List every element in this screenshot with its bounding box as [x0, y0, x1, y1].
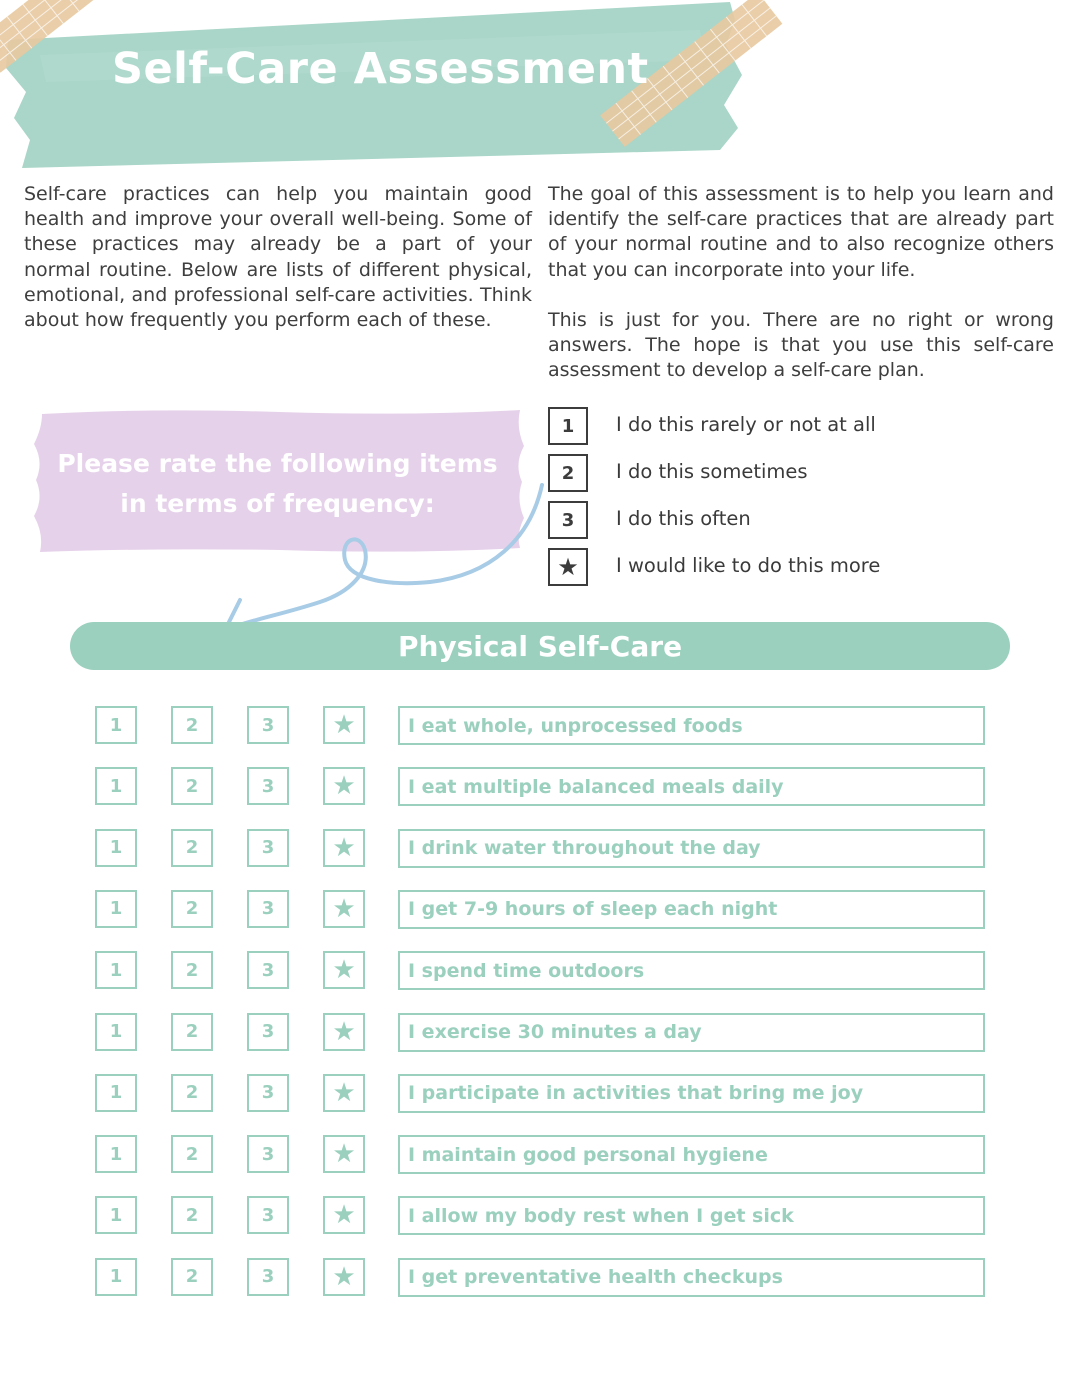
item-row: [0, 767, 1080, 809]
rating-star-box[interactable]: ★: [323, 1135, 365, 1173]
rating-box-3[interactable]: 3: [247, 1013, 289, 1051]
item-row: [0, 1074, 1080, 1116]
rating-box-2[interactable]: 2: [171, 767, 213, 805]
item-row: [0, 1013, 1080, 1055]
legend-star-icon: ★: [548, 548, 588, 586]
rating-instruction-line-1: Please rate the following items: [57, 449, 498, 478]
item-row: [0, 1135, 1080, 1177]
rating-box-1[interactable]: 1: [95, 1135, 137, 1173]
legend-label: I do this often: [616, 507, 751, 530]
legend-symbol-3: 3: [548, 501, 588, 539]
legend-label: I do this sometimes: [616, 460, 808, 483]
rating-box-2[interactable]: 2: [171, 890, 213, 928]
intro-right: [548, 182, 1054, 383]
rating-box-2[interactable]: 2: [171, 951, 213, 989]
rating-star-box[interactable]: ★: [323, 1013, 365, 1051]
rating-box-2[interactable]: 2: [171, 1135, 213, 1173]
rating-box-3[interactable]: 3: [247, 706, 289, 744]
rating-box-1[interactable]: 1: [95, 767, 137, 805]
item-label: I allow my body rest when I get sick: [398, 1196, 985, 1235]
rating-star-box[interactable]: ★: [323, 1258, 365, 1296]
rating-box-1[interactable]: 1: [95, 1196, 137, 1234]
rating-box-3[interactable]: 3: [247, 767, 289, 805]
rating-box-2[interactable]: 2: [171, 1013, 213, 1051]
rating-star-box[interactable]: ★: [323, 1196, 365, 1234]
legend-symbol-2: 2: [548, 454, 588, 492]
curly-arrow-icon: [210, 480, 550, 645]
legend-row: [548, 548, 948, 588]
intro-right-paragraph-1: The goal of this assessment is to help you learn and identify the self-care practices that are already part of your normal routine and to also recognize others that you can incorporate into your life.: [548, 183, 1054, 281]
rating-box-3[interactable]: 3: [247, 890, 289, 928]
rating-star-box[interactable]: ★: [323, 767, 365, 805]
item-row: [0, 706, 1080, 748]
rating-box-3[interactable]: 3: [247, 1196, 289, 1234]
intro-left: [24, 182, 532, 333]
rating-star-box[interactable]: ★: [323, 829, 365, 867]
rating-box-1[interactable]: 1: [95, 1258, 137, 1296]
item-label: I drink water throughout the day: [398, 829, 985, 868]
item-label: I eat whole, unprocessed foods: [398, 706, 985, 745]
item-row: [0, 1258, 1080, 1300]
legend-symbol-1: 1: [548, 407, 588, 445]
rating-box-3[interactable]: 3: [247, 1074, 289, 1112]
item-label: I eat multiple balanced meals daily: [398, 767, 985, 806]
item-row: [0, 951, 1080, 993]
rating-box-1[interactable]: 1: [95, 706, 137, 744]
rating-box-1[interactable]: 1: [95, 951, 137, 989]
item-label: I maintain good personal hygiene: [398, 1135, 985, 1174]
legend-row: [548, 454, 948, 494]
item-label: I exercise 30 minutes a day: [398, 1013, 985, 1052]
item-row: [0, 1196, 1080, 1238]
rating-star-box[interactable]: ★: [323, 890, 365, 928]
item-row: [0, 829, 1080, 871]
legend-row: [548, 501, 948, 541]
item-label: I get 7-9 hours of sleep each night: [398, 890, 985, 929]
rating-star-box[interactable]: ★: [323, 706, 365, 744]
rating-box-2[interactable]: 2: [171, 1074, 213, 1112]
rating-box-2[interactable]: 2: [171, 829, 213, 867]
rating-box-1[interactable]: 1: [95, 829, 137, 867]
rating-box-3[interactable]: 3: [247, 951, 289, 989]
page-title: Self-Care Assessment: [112, 44, 649, 94]
rating-instruction-line-2: in terms of frequency:: [120, 489, 435, 518]
legend-row: [548, 407, 948, 447]
rating-box-3[interactable]: 3: [247, 1135, 289, 1173]
rating-box-2[interactable]: 2: [171, 1258, 213, 1296]
rating-star-box[interactable]: ★: [323, 951, 365, 989]
item-label: I participate in activities that bring me joy: [398, 1074, 985, 1113]
legend-label: I would like to do this more: [616, 554, 881, 577]
rating-box-2[interactable]: 2: [171, 706, 213, 744]
rating-star-box[interactable]: ★: [323, 1074, 365, 1112]
rating-box-1[interactable]: 1: [95, 890, 137, 928]
rating-box-1[interactable]: 1: [95, 1013, 137, 1051]
rating-box-1[interactable]: 1: [95, 1074, 137, 1112]
rating-box-3[interactable]: 3: [247, 829, 289, 867]
intro-left-paragraph: Self-care practices can help you maintain good health and improve your overall well-being. Some of these practices may already be a part of your normal routine. Below are lists of different physical, emotional, and professional self-care activities. Think about how frequently you perform each of these.: [24, 183, 532, 332]
item-label: I spend time outdoors: [398, 951, 985, 990]
legend-label: I do this rarely or not at all: [616, 413, 876, 436]
rating-box-2[interactable]: 2: [171, 1196, 213, 1234]
rating-box-3[interactable]: 3: [247, 1258, 289, 1296]
intro-right-paragraph-2: This is just for you. There are no right or wrong answers. The hope is that you use this self-care assessment to develop a self-care plan.: [548, 308, 1054, 382]
item-label: I get preventative health checkups: [398, 1258, 985, 1297]
item-row: [0, 890, 1080, 932]
section-header-physical: Physical Self-Care: [70, 622, 1010, 670]
